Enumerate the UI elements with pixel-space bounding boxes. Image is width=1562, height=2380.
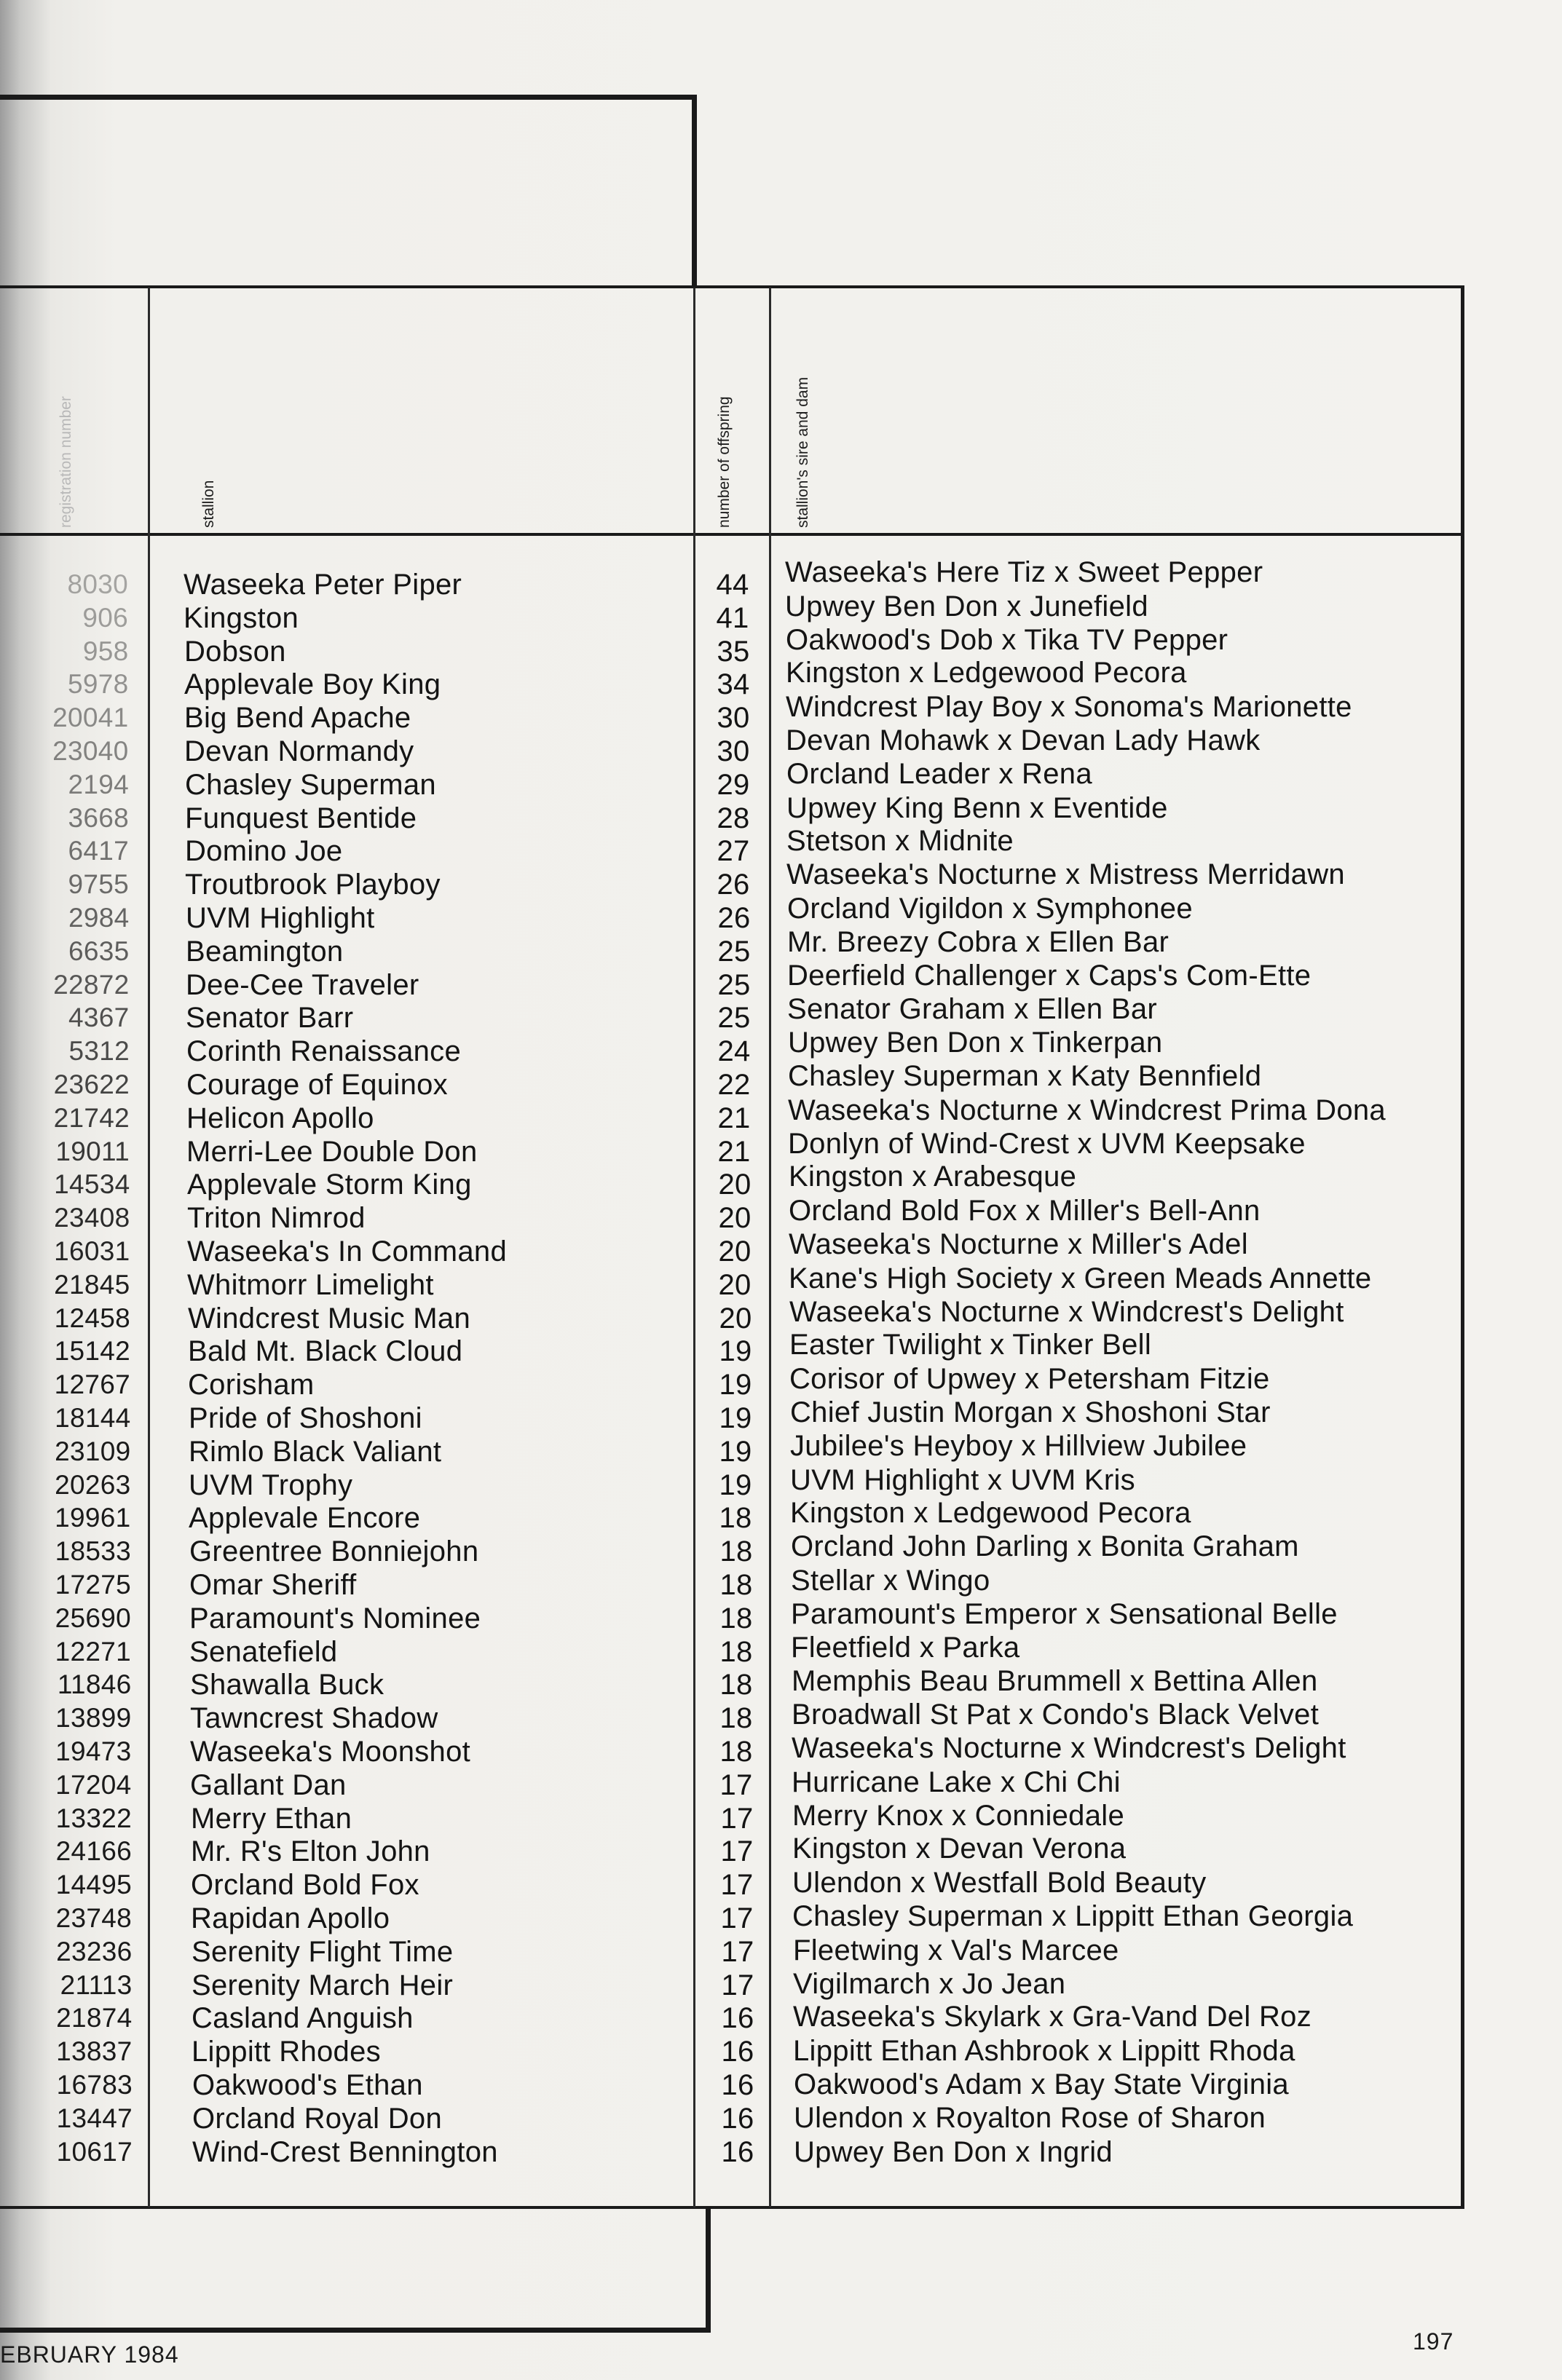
header-box-right-border <box>692 95 697 288</box>
sire-and-dam-cell: Waseeka's Nocturne x Windcrest's Delight <box>792 1732 1346 1764</box>
registration-number-cell: 13322 <box>55 1803 132 1833</box>
table-header <box>0 288 1477 535</box>
offspring-count-cell: 41 <box>716 601 749 634</box>
sire-and-dam-cell: Devan Mohawk x Devan Lady Hawk <box>786 724 1261 756</box>
registration-number-cell: 10617 <box>56 2136 133 2167</box>
header-box-top-border <box>0 95 695 100</box>
stallion-cell: Serenity Flight Time <box>192 1935 454 1968</box>
offspring-count-cell: 16 <box>721 2002 754 2035</box>
sire-and-dam-cell: Broadwall St Pat x Condo's Black Velvet <box>792 1699 1320 1731</box>
offspring-count-cell: 19 <box>719 1468 752 1501</box>
stallion-cell: Corinth Renaissance <box>186 1035 462 1068</box>
stallion-cell: Wind-Crest Bennington <box>192 2135 498 2168</box>
registration-number-cell: 17275 <box>55 1570 131 1600</box>
registration-number-cell: 19961 <box>55 1503 131 1533</box>
stallion-cell: Waseeka's Moonshot <box>190 1736 471 1768</box>
stallion-cell: Beamington <box>186 935 344 968</box>
offspring-count-cell: 17 <box>720 1869 754 1902</box>
stallion-cell: Paramount's Nominee <box>189 1602 481 1634</box>
registration-number-cell: 6417 <box>68 836 129 866</box>
stallion-cell: Lippitt Rhodes <box>192 2036 381 2068</box>
registration-number-cell: 6635 <box>68 936 130 966</box>
offspring-count-cell: 19 <box>719 1335 752 1368</box>
sire-and-dam-cell: Senator Graham x Ellen Bar <box>787 993 1158 1026</box>
stallion-cell: Triton Nimrod <box>187 1202 366 1235</box>
sire-and-dam-cell: Merry Knox x Conniedale <box>792 1799 1125 1832</box>
registration-number-cell: 18144 <box>55 1403 131 1433</box>
sire-and-dam-cell: Chief Justin Morgan x Shoshoni Star <box>790 1396 1271 1428</box>
stallion-cell: Mr. R's Elton John <box>191 1835 430 1868</box>
stallion-cell: Senator Barr <box>186 1002 354 1035</box>
offspring-count-cell: 34 <box>717 668 750 701</box>
col-sep-3 <box>769 288 771 2207</box>
offspring-count-cell: 20 <box>718 1268 752 1301</box>
registration-number-cell: 2194 <box>68 769 129 799</box>
sire-and-dam-cell: Waseeka's Nocturne x Windcrest Prima Dona <box>788 1094 1386 1126</box>
header-stallion: stallion <box>200 480 217 528</box>
registration-number-cell: 16031 <box>54 1236 130 1266</box>
offspring-count-cell: 17 <box>720 1835 754 1868</box>
sire-and-dam-cell: Oakwood's Dob x Tika TV Pepper <box>786 623 1228 656</box>
registration-number-cell: 14495 <box>55 1870 132 1900</box>
col-sep-1 <box>148 288 150 2207</box>
stallion-cell: Tawncrest Shadow <box>190 1702 438 1735</box>
table-right-border <box>1461 285 1464 2209</box>
registration-number-cell: 15142 <box>54 1336 130 1367</box>
sire-and-dam-cell: Kingston x Ledgewood Pecora <box>786 657 1187 689</box>
stallion-cell: Pride of Shoshoni <box>189 1402 422 1434</box>
sire-and-dam-cell: Mr. Breezy Cobra x Ellen Bar <box>787 925 1169 958</box>
stallion-cell: Casland Anguish <box>192 2002 414 2035</box>
stallion-cell: Courage of Equinox <box>186 1069 448 1101</box>
registration-number-cell: 19473 <box>55 1736 132 1766</box>
col-sep-2 <box>693 288 695 2207</box>
offspring-count-cell: 29 <box>717 768 750 801</box>
header-number-of-offspring: number of offspring <box>716 396 733 528</box>
sire-and-dam-cell: Windcrest Play Boy x Sonoma's Marionette <box>786 691 1352 724</box>
stallion-cell: Devan Normandy <box>184 735 414 767</box>
sire-and-dam-cell: Lippitt Ethan Ashbrook x Lippitt Rhoda <box>793 2035 1295 2068</box>
offspring-count-cell: 20 <box>718 1202 752 1235</box>
offspring-count-cell: 26 <box>717 902 751 934</box>
sire-and-dam-cell: Waseeka's Nocturne x Windcrest's Delight <box>789 1295 1344 1328</box>
sire-and-dam-cell: Jubilee's Heyboy x Hillview Jubilee <box>790 1429 1247 1462</box>
sire-and-dam-cell: Corisor of Upwey x Petersham Fitzie <box>789 1363 1270 1396</box>
offspring-count-cell: 24 <box>717 1035 751 1068</box>
offspring-count-cell: 17 <box>719 1768 753 1801</box>
offspring-count-cell: 16 <box>721 2102 754 2135</box>
sire-and-dam-cell: Stellar x Wingo <box>791 1565 990 1597</box>
footer-date: EBRUARY 1984 <box>0 2341 179 2368</box>
offspring-count-cell: 16 <box>721 2069 754 2101</box>
offspring-count-cell: 19 <box>719 1435 752 1468</box>
offspring-count-cell: 35 <box>717 635 750 668</box>
stallion-cell: Orcland Royal Don <box>192 2102 443 2135</box>
offspring-count-cell: 18 <box>719 1736 753 1768</box>
stallion-cell: Funquest Bentide <box>185 802 417 834</box>
sire-and-dam-cell: Orcland Bold Fox x Miller's Bell-Ann <box>789 1195 1261 1227</box>
sire-and-dam-cell: Orcland John Darling x Bonita Graham <box>791 1530 1299 1563</box>
offspring-count-cell: 25 <box>717 968 751 1001</box>
sire-and-dam-cell: Upwey Ben Don x Junefield <box>785 590 1148 622</box>
bottom-bracket-vertical <box>706 2207 711 2333</box>
registration-number-cell: 958 <box>82 636 129 666</box>
sire-and-dam-cell: Ulendon x Royalton Rose of Sharon <box>794 2101 1266 2134</box>
stallion-cell: Applevale Boy King <box>184 668 441 701</box>
registration-number-cell: 12271 <box>55 1636 131 1667</box>
registration-number-cell: 23748 <box>55 1903 132 1933</box>
sire-and-dam-cell: Deerfield Challenger x Caps's Com-Ette <box>787 959 1311 992</box>
registration-number-cell: 22872 <box>53 969 130 1000</box>
sire-and-dam-cell: Chasley Superman x Katy Bennfield <box>788 1060 1262 1092</box>
registration-number-cell: 21742 <box>53 1102 130 1133</box>
sire-and-dam-cell: Kingston x Arabesque <box>789 1161 1077 1193</box>
sire-and-dam-cell: Hurricane Lake x Chi Chi <box>792 1766 1121 1798</box>
registration-number-cell: 23408 <box>54 1203 130 1233</box>
stallion-cell: Waseeka Peter Piper <box>184 569 462 601</box>
stallion-cell: Dobson <box>184 635 286 668</box>
registration-number-cell: 25690 <box>55 1602 131 1633</box>
registration-number-cell: 3668 <box>68 802 129 833</box>
table-bottom-border <box>0 2206 1464 2209</box>
stallion-cell: Chasley Superman <box>185 768 436 801</box>
sire-and-dam-cell: Chasley Superman x Lippitt Ethan Georgia <box>792 1900 1354 1932</box>
registration-number-cell: 23622 <box>53 1070 130 1099</box>
sire-and-dam-cell: Kingston x Devan Verona <box>792 1833 1127 1865</box>
registration-number-cell: 13447 <box>56 2103 133 2133</box>
stallion-cell: UVM Highlight <box>186 902 375 934</box>
registration-number-cell: 5978 <box>67 669 129 700</box>
stallion-cell: Rapidan Apollo <box>191 1902 390 1934</box>
registration-number-cell: 12458 <box>54 1302 130 1333</box>
header-sire-and-dam: stallion's sire and dam <box>794 376 811 528</box>
stallion-cell: Domino Joe <box>185 835 343 868</box>
bottom-bracket-horizontal <box>0 2328 711 2333</box>
sire-and-dam-cell: Paramount's Emperor x Sensational Belle <box>791 1597 1338 1630</box>
sire-and-dam-cell: Memphis Beau Brummell x Bettina Allen <box>792 1665 1318 1698</box>
sire-and-dam-cell: Easter Twilight x Tinker Bell <box>789 1329 1152 1361</box>
registration-number-cell: 11846 <box>57 1669 132 1700</box>
stallion-cell: Corisham <box>188 1369 315 1401</box>
stallion-cell: Senatefield <box>189 1635 338 1668</box>
offspring-count-cell: 22 <box>717 1069 751 1101</box>
stallion-cell: Omar Sheriff <box>189 1569 357 1601</box>
stallion-cell: Big Bend Apache <box>184 702 411 735</box>
offspring-count-cell: 17 <box>720 1902 754 1934</box>
stallion-cell: Whitmorr Limelight <box>187 1268 434 1301</box>
stallion-cell: Bald Mt. Black Cloud <box>188 1335 463 1368</box>
registration-number-cell: 5312 <box>68 1036 130 1067</box>
registration-number-cell: 23040 <box>52 736 129 766</box>
offspring-count-cell: 16 <box>721 2135 754 2168</box>
offspring-count-cell: 28 <box>717 802 750 834</box>
offspring-count-cell: 18 <box>719 1669 753 1701</box>
offspring-count-cell: 26 <box>717 869 750 901</box>
registration-number-cell: 19011 <box>55 1136 130 1166</box>
offspring-count-cell: 30 <box>717 702 750 735</box>
sire-and-dam-cell: Fleetfield x Parka <box>791 1631 1020 1664</box>
stallion-cell: Applevale Storm King <box>187 1169 472 1201</box>
sire-and-dam-cell: Vigilmarch x Jo Jean <box>793 1967 1066 2000</box>
stallion-cell: Kingston <box>184 601 299 634</box>
registration-number-cell: 20263 <box>55 1469 131 1500</box>
sire-and-dam-cell: Kane's High Society x Green Meads Annette <box>789 1262 1372 1294</box>
stallion-cell: Greentree Bonniejohn <box>189 1535 479 1568</box>
offspring-count-cell: 18 <box>719 1535 753 1568</box>
sire-and-dam-cell: Ulendon x Westfall Bold Beauty <box>792 1867 1207 1899</box>
offspring-count-cell: 18 <box>719 1602 753 1634</box>
offspring-count-cell: 19 <box>719 1402 752 1434</box>
stallion-cell: Troutbrook Playboy <box>185 869 441 901</box>
registration-number-cell: 12767 <box>54 1369 130 1400</box>
offspring-count-cell: 17 <box>720 1802 754 1835</box>
offspring-count-cell: 25 <box>717 935 751 968</box>
registration-number-cell: 21113 <box>60 1969 133 2000</box>
sire-and-dam-cell: UVM Highlight x UVM Kris <box>790 1463 1135 1496</box>
offspring-count-cell: 18 <box>719 1569 753 1601</box>
sire-and-dam-cell: Waseeka's Here Tiz x Sweet Pepper <box>785 556 1263 588</box>
registration-number-cell: 2984 <box>68 903 130 933</box>
stallion-cell: Applevale Encore <box>189 1502 421 1535</box>
sire-and-dam-cell: Fleetwing x Val's Marcee <box>793 1934 1119 1966</box>
offspring-count-cell: 20 <box>719 1302 752 1335</box>
offspring-count-cell: 20 <box>718 1169 752 1201</box>
sire-and-dam-cell: Waseeka's Skylark x Gra-Vand Del Roz <box>793 2001 1311 2033</box>
registration-number-cell: 17204 <box>55 1769 132 1800</box>
sire-and-dam-cell: Oakwood's Adam x Bay State Virginia <box>794 2068 1289 2100</box>
registration-number-cell: 8030 <box>67 569 128 599</box>
registration-number-cell: 18533 <box>55 1536 131 1567</box>
sire-and-dam-cell: Upwey Ben Don x Ingrid <box>794 2135 1113 2168</box>
sire-and-dam-cell: Stetson x Midnite <box>786 825 1014 858</box>
registration-number-cell: 21845 <box>54 1269 130 1300</box>
stallion-cell: Merri-Lee Double Don <box>186 1135 478 1168</box>
offspring-count-cell: 27 <box>717 835 750 868</box>
offspring-count-cell: 17 <box>721 1935 754 1968</box>
sire-and-dam-cell: Waseeka's Nocturne x Miller's Adel <box>789 1228 1248 1260</box>
registration-number-cell: 4367 <box>68 1003 130 1033</box>
registration-number-cell: 906 <box>82 602 128 633</box>
stallion-cell: Dee-Cee Traveler <box>186 968 419 1001</box>
registration-number-cell: 13899 <box>55 1703 132 1733</box>
registration-number-cell: 16783 <box>56 2070 133 2100</box>
footer-page-number: 197 <box>1413 2328 1454 2355</box>
registration-number-cell: 23236 <box>56 1936 133 1966</box>
registration-number-cell: 23109 <box>55 1436 131 1466</box>
registration-number-cell: 21874 <box>56 2003 133 2033</box>
offspring-count-cell: 21 <box>717 1135 751 1168</box>
stallion-cell: Shawalla Buck <box>190 1669 384 1701</box>
offspring-count-cell: 20 <box>718 1236 752 1268</box>
sire-and-dam-cell: Orcland Leader x Rena <box>786 757 1092 790</box>
registration-number-cell: 13837 <box>56 2036 133 2067</box>
registration-number-cell: 24166 <box>55 1836 132 1867</box>
registration-number-cell: 14534 <box>54 1169 130 1200</box>
sire-and-dam-cell: Orcland Vigildon x Symphonee <box>787 893 1193 925</box>
sire-and-dam-cell: Donlyn of Wind-Crest x UVM Keepsake <box>788 1127 1306 1160</box>
offspring-count-cell: 19 <box>719 1369 752 1401</box>
stallion-cell: Windcrest Music Man <box>188 1302 471 1335</box>
offspring-count-cell: 44 <box>716 569 749 601</box>
stallion-cell: Helicon Apollo <box>186 1102 374 1134</box>
offspring-count-cell: 17 <box>721 1969 754 2001</box>
offspring-count-cell: 30 <box>717 735 750 767</box>
stallion-cell: Oakwood's Ethan <box>192 2069 423 2101</box>
offspring-count-cell: 18 <box>719 1702 753 1735</box>
stallion-cell: Merry Ethan <box>191 1802 352 1835</box>
registration-number-cell: 20041 <box>52 703 129 733</box>
registration-number-cell: 9755 <box>68 869 129 900</box>
sire-and-dam-cell: Waseeka's Nocturne x Mistress Merridawn <box>786 858 1345 891</box>
offspring-count-cell: 18 <box>719 1502 752 1535</box>
offspring-count-cell: 18 <box>719 1635 753 1668</box>
stallion-cell: Gallant Dan <box>190 1768 347 1801</box>
sire-and-dam-cell: Upwey Ben Don x Tinkerpan <box>788 1027 1163 1059</box>
offspring-count-cell: 21 <box>717 1102 751 1134</box>
header-registration-number: registration number <box>58 396 74 528</box>
sire-and-dam-cell: Kingston x Ledgewood Pecora <box>790 1497 1191 1530</box>
stallion-cell: Orcland Bold Fox <box>191 1869 419 1902</box>
stallion-cell: UVM Trophy <box>189 1468 353 1501</box>
stallion-cell: Rimlo Black Valiant <box>189 1435 442 1468</box>
offspring-count-cell: 25 <box>717 1002 751 1035</box>
offspring-count-cell: 16 <box>721 2036 754 2068</box>
stallion-cell: Waseeka's In Command <box>187 1236 507 1268</box>
sire-and-dam-cell: Upwey King Benn x Eventide <box>786 791 1168 824</box>
stallion-cell: Serenity March Heir <box>192 1969 454 2001</box>
